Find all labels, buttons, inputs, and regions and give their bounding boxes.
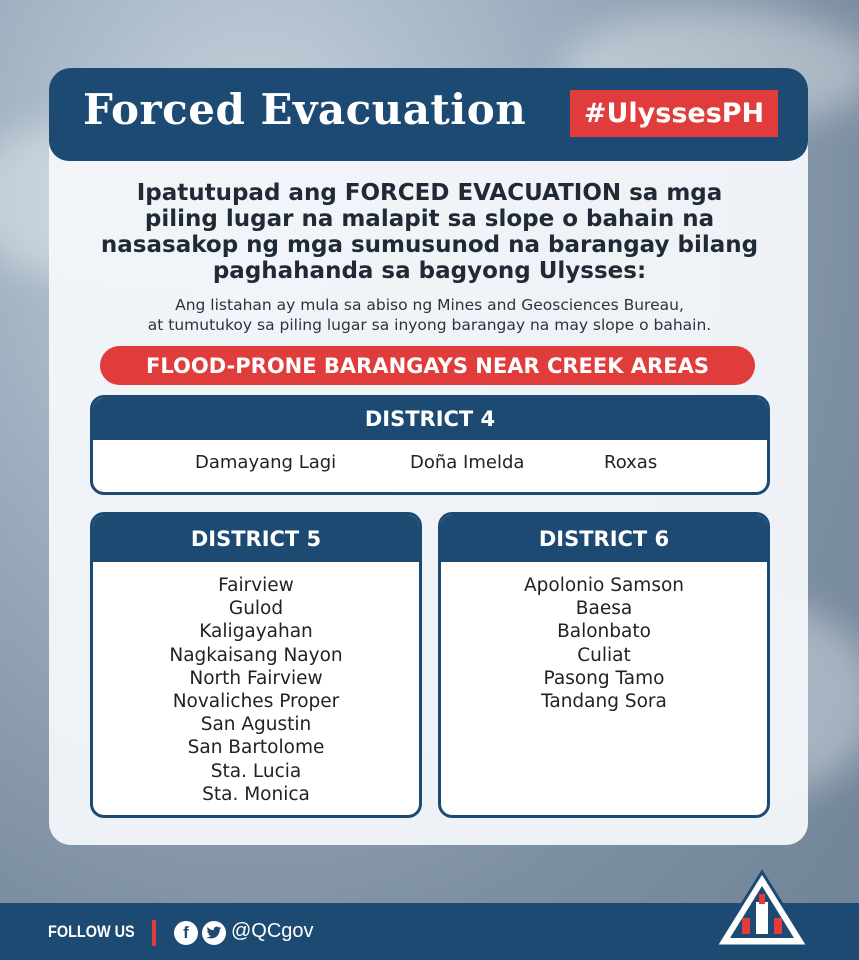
barangay-item: Gulod (228, 598, 284, 620)
barangay-item: North Fairview (189, 667, 323, 689)
barangay-item: Baesa (575, 598, 633, 620)
barangay-item: Damayang Lagi (195, 452, 337, 473)
barangay-item: Roxas (604, 452, 658, 473)
social-handle[interactable]: @QCgov (231, 920, 314, 942)
barangay-item: San Bartolome (187, 737, 325, 759)
district-5-box (90, 512, 422, 818)
district-4-list (93, 440, 767, 492)
page-title: Forced Evacuation (83, 85, 527, 134)
headline (70, 180, 789, 284)
headline-line: nasasakop ng mga sumusunod na barangay bilang (100, 232, 759, 258)
barangay-item: Novaliches Proper (172, 691, 340, 713)
headline-line: Ipatutupad ang FORCED EVACUATION sa mga (136, 180, 723, 206)
barangay-item: San Agustin (200, 714, 312, 736)
barangay-item: Fairview (218, 575, 294, 596)
follow-us-label: FOLLOW US (48, 922, 135, 941)
barangay-item: Sta. Lucia (210, 760, 302, 782)
hashtag-badge: #UlyssesPH (570, 90, 778, 137)
barangay-item: Sta. Monica (202, 783, 310, 805)
district-6-box (438, 512, 770, 818)
district-5-list (93, 562, 419, 806)
barangay-item: Pasong Tamo (543, 667, 665, 689)
barangay-item: Apolonio Samson (523, 575, 685, 596)
source-note-line: Ang listahan ay mula sa abiso ng Mines and Geosciences Bureau, (175, 296, 684, 314)
twitter-bird-glyph (206, 926, 222, 940)
headline-line: piling lugar na malapit sa slope o bahain na (144, 206, 715, 232)
barangay-item: Kaligayahan (199, 621, 313, 643)
section-banner: FLOOD-PRONE BARANGAYS NEAR CREEK AREAS (100, 346, 755, 385)
quezon-city-seal (712, 868, 812, 950)
headline-line: paghahanda sa bagyong Ulysses: (212, 258, 647, 284)
barangay-item: Tandang Sora (541, 691, 667, 713)
district-6-list (441, 562, 767, 713)
district-4-title: DISTRICT 4 (93, 398, 767, 440)
district-5-title: DISTRICT 5 (93, 515, 419, 562)
divider (152, 920, 156, 946)
barangay-item: Culiat (577, 644, 631, 666)
district-6-title: DISTRICT 6 (441, 515, 767, 562)
barangay-item: Balonbato (557, 621, 651, 643)
source-note (70, 295, 789, 335)
barangay-item: Doña Imelda (410, 452, 525, 473)
twitter-icon[interactable] (202, 921, 226, 945)
barangay-item: Nagkaisang Nayon (169, 644, 343, 666)
facebook-icon[interactable]: f (174, 921, 198, 945)
district-4-box (90, 395, 770, 495)
source-note-line: at tumutukoy sa piling lugar sa inyong barangay na may slope o bahain. (147, 316, 712, 334)
